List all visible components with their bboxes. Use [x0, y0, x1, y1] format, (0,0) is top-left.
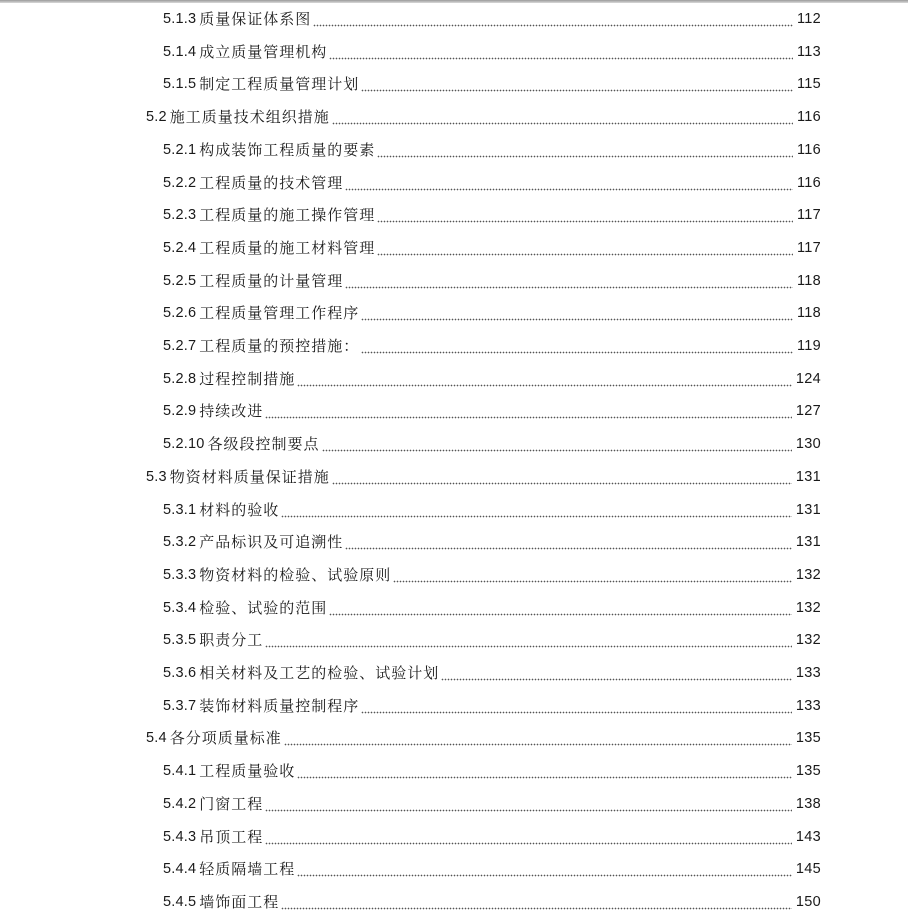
toc-dot-leader [332, 107, 793, 127]
toc-entry-number: 5.2.9 [163, 403, 197, 420]
toc-entry-title: 成立质量管理机构 [199, 42, 328, 61]
toc-dot-leader [361, 336, 793, 356]
toc-entry[interactable] [163, 299, 821, 323]
toc-entry-page-number: 133 [795, 697, 821, 714]
toc-dot-leader [345, 271, 793, 291]
toc-entry-number: 5.3.3 [163, 566, 197, 583]
toc-entry-title: 材料的验收 [199, 500, 280, 519]
toc-entry-page-number: 132 [795, 632, 821, 649]
toc-entry-title: 吊顶工程 [199, 827, 264, 846]
toc-entry-number: 5.2.7 [163, 338, 197, 354]
toc-dot-leader [297, 859, 792, 879]
toc-dot-leader [377, 238, 793, 258]
toc-entry[interactable] [163, 594, 821, 618]
toc-entry-page-number: 143 [795, 828, 821, 845]
toc-entry-page-number: 119 [796, 338, 821, 354]
toc-dot-leader [265, 794, 792, 814]
toc-dot-leader [377, 205, 793, 225]
toc-entry[interactable] [163, 332, 821, 356]
toc-entry[interactable] [163, 888, 821, 912]
toc-entry-number: 5.2.3 [163, 207, 197, 224]
toc-entry-title: 检验、试验的范围 [199, 598, 328, 617]
toc-entry-title: 墙饰面工程 [199, 892, 280, 911]
toc-entry[interactable] [163, 169, 821, 193]
toc-entry-number: 5.4.5 [163, 893, 197, 910]
toc-dot-leader [361, 74, 793, 94]
toc-entry-title: 各分项质量标准 [169, 729, 282, 748]
toc-dot-leader [281, 892, 792, 912]
toc-entry-page-number: 117 [796, 239, 821, 256]
toc-entry[interactable] [163, 70, 821, 94]
toc-entry-page-number: 138 [795, 795, 821, 812]
toc-entry[interactable] [163, 528, 821, 552]
toc-entry-number: 5.1.3 [163, 11, 197, 27]
toc-entry[interactable] [163, 692, 821, 716]
toc-entry[interactable] [163, 855, 821, 879]
toc-entry-number: 5.3.7 [163, 697, 197, 714]
toc-entry-number: 5.2.10 [163, 436, 205, 453]
toc-entry[interactable] [146, 463, 821, 487]
toc-entry-page-number: 118 [796, 305, 821, 322]
toc-dot-leader [265, 630, 792, 650]
toc-entry-title: 物资材料的检验、试验原则 [199, 565, 392, 584]
toc-entry[interactable] [163, 823, 821, 847]
toc-entry-number: 5.4.4 [163, 861, 197, 878]
toc-entry-number: 5.3.2 [163, 534, 197, 551]
toc-entry[interactable] [163, 659, 821, 683]
toc-entry-title: 工程质量的计量管理 [199, 271, 344, 290]
toc-entry-title: 产品标识及可追溯性 [199, 533, 344, 552]
toc-entry-page-number: 133 [795, 665, 821, 681]
toc-entry[interactable] [163, 397, 821, 421]
toc-entry[interactable] [163, 430, 821, 454]
toc-dot-leader [377, 140, 793, 160]
toc-entry-title: 质量保证体系图 [199, 10, 312, 28]
toc-dot-leader [297, 761, 792, 781]
toc-entry[interactable] [163, 267, 821, 291]
toc-dot-leader [265, 827, 792, 847]
toc-entry-title: 过程控制措施 [199, 369, 296, 388]
toc-entry-page-number: 127 [795, 403, 821, 420]
toc-dot-leader [361, 303, 793, 323]
toc-entry-number: 5.2.1 [163, 141, 197, 158]
toc-dot-leader [313, 9, 793, 29]
toc-dot-leader [284, 728, 792, 748]
toc-dot-leader [322, 434, 792, 454]
toc-entry-number: 5.4.3 [163, 828, 197, 845]
toc-entry-title: 工程质量的施工操作管理 [199, 206, 376, 225]
toc-entry-title: 工程质量管理工作程序 [199, 304, 360, 323]
toc-dot-leader [281, 500, 792, 520]
toc-dot-leader [345, 173, 793, 193]
toc-entry-title: 制定工程质量管理计划 [199, 75, 360, 94]
toc-dot-leader [393, 565, 792, 585]
toc-entry-page-number: 112 [796, 11, 821, 27]
toc-entry-page-number: 124 [795, 370, 821, 387]
toc-entry-number: 5.1.4 [163, 43, 197, 60]
toc-entry-number: 5.2 [146, 109, 167, 126]
toc-entry-number: 5.3.1 [163, 501, 197, 518]
toc-entry-title: 持续改进 [199, 402, 264, 421]
toc-entry[interactable] [163, 496, 821, 520]
toc-entry-title: 工程质量验收 [199, 762, 296, 781]
toc-entry[interactable] [163, 5, 821, 29]
toc-entry-number: 5.2.2 [163, 174, 197, 191]
toc-entry-number: 5.2.6 [163, 305, 197, 322]
toc-entry-title: 门窗工程 [199, 794, 264, 813]
toc-entry-number: 5.3.4 [163, 599, 197, 616]
toc-entry-page-number: 118 [796, 272, 821, 289]
toc-entry-number: 5.3.6 [163, 665, 197, 681]
toc-entry-page-number: 113 [796, 43, 821, 60]
toc-entry-number: 5.3 [146, 468, 167, 485]
toc-dot-leader [332, 467, 792, 487]
toc-entry-page-number: 130 [795, 436, 821, 453]
toc-entry-title: 职责分工 [199, 631, 264, 650]
toc-dot-leader [361, 696, 792, 716]
toc-dot-leader [345, 532, 792, 552]
toc-entry-page-number: 131 [795, 501, 821, 518]
toc-dot-leader [329, 598, 792, 618]
toc-entry-page-number: 116 [796, 141, 821, 158]
toc-entry[interactable] [163, 234, 821, 258]
toc-dot-leader [297, 369, 792, 389]
toc-entry[interactable] [163, 38, 821, 62]
toc-entry-page-number: 145 [795, 861, 821, 878]
toc-entry-page-number: 116 [796, 109, 821, 126]
toc-entry-title: 工程质量的施工材料管理 [199, 238, 376, 257]
toc-entry[interactable] [163, 365, 821, 389]
toc-entry[interactable] [163, 626, 821, 650]
toc-entry-title: 轻质隔墙工程 [199, 860, 296, 879]
toc-entry-page-number: 132 [795, 566, 821, 583]
toc-entry-page-number: 116 [796, 174, 821, 191]
toc-entry-page-number: 135 [795, 763, 821, 780]
toc-entry-page-number: 115 [796, 76, 821, 93]
toc-entry-number: 5.2.8 [163, 370, 197, 387]
toc-entry-number: 5.4 [146, 730, 167, 747]
page-top-edge [0, 0, 908, 3]
toc-entry-page-number: 131 [795, 534, 821, 551]
toc-entry-page-number: 150 [795, 893, 821, 910]
toc-entry[interactable] [163, 561, 821, 585]
toc-entry-page-number: 132 [795, 599, 821, 616]
toc-entry-number: 5.4.1 [163, 763, 197, 780]
toc-entry-number: 5.2.5 [163, 272, 197, 289]
toc-dot-leader [265, 401, 792, 421]
toc-entry-title: 施工质量技术组织措施 [169, 108, 330, 127]
toc-entry-number: 5.1.5 [163, 76, 197, 93]
toc-entry[interactable] [163, 201, 821, 225]
toc-dot-leader [441, 663, 792, 683]
toc-entry-page-number: 117 [796, 207, 821, 224]
toc-entry-title: 工程质量的预控措施： [199, 337, 360, 355]
toc-entry[interactable] [146, 103, 821, 127]
toc-entry[interactable] [163, 790, 821, 814]
toc-entry-number: 5.3.5 [163, 632, 197, 649]
toc-entry-page-number: 131 [795, 468, 821, 485]
toc-entry-title: 物资材料质量保证措施 [169, 467, 330, 486]
toc-entry-title: 工程质量的技术管理 [199, 173, 344, 192]
toc-entry[interactable] [146, 724, 821, 748]
toc-dot-leader [329, 42, 793, 62]
toc-entry-title: 各级段控制要点 [207, 435, 320, 454]
toc-entry-page-number: 135 [795, 730, 821, 747]
toc-entry-title: 构成装饰工程质量的要素 [199, 140, 376, 159]
toc-entry-title: 装饰材料质量控制程序 [199, 696, 360, 715]
toc-entry-number: 5.2.4 [163, 239, 197, 256]
toc-entry[interactable] [163, 757, 821, 781]
toc-entry-number: 5.4.2 [163, 795, 197, 812]
toc-entry[interactable] [163, 136, 821, 160]
toc-entry-title: 相关材料及工艺的检验、试验计划 [199, 664, 440, 682]
